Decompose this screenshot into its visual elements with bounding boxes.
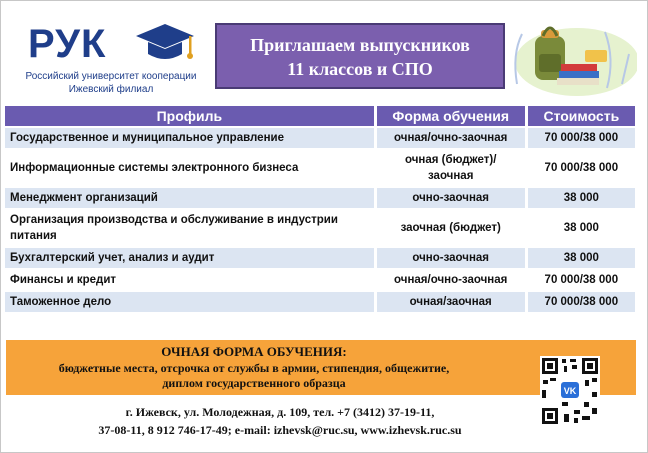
row-cost: 70 000/38 000 — [528, 150, 635, 186]
band-title: ОЧНАЯ ФОРМА ОБУЧЕНИЯ: — [161, 344, 347, 359]
row-form: заочная (бюджет) — [377, 210, 525, 246]
logo — [22, 18, 202, 98]
row-cost: 70 000/38 000 — [528, 128, 635, 148]
backpack-books-illustration — [497, 14, 637, 98]
row-profile: Государственное и муниципальное управление — [5, 128, 374, 148]
row-profile: Менеджмент организаций — [5, 188, 374, 208]
table-row — [5, 150, 635, 186]
row-form: очная/очно-заочная — [377, 270, 525, 290]
row-cost: 70 000/38 000 — [528, 292, 635, 312]
table-row — [5, 292, 635, 312]
row-profile: Бухгалтерский учет, анализ и аудит — [5, 248, 374, 268]
header-profile: Профиль — [5, 106, 374, 126]
logo-university-name: Российский университет кооперации — [25, 71, 197, 82]
row-profile: Организация производства и обслуживание в индустрии питания — [5, 210, 374, 246]
graduation-cap-icon — [134, 22, 196, 68]
row-form: очная (бюджет)/ заочная — [377, 150, 525, 186]
row-cost: 38 000 — [528, 210, 635, 246]
row-form: очно-заочная — [377, 248, 525, 268]
row-cost: 38 000 — [528, 188, 635, 208]
vk-badge-text: VK — [563, 386, 577, 396]
row-form: очная/очно-заочная — [377, 128, 525, 148]
invitation-banner — [215, 23, 505, 89]
row-form: очно-заочная — [377, 188, 525, 208]
table-row — [5, 270, 635, 290]
table-row — [5, 128, 635, 148]
row-profile: Информационные системы электронного бизнеса — [5, 150, 374, 186]
table-row — [5, 188, 635, 208]
row-form: очная/заочная — [377, 292, 525, 312]
banner-line-1: Приглашаем выпускников — [250, 35, 470, 55]
banner-line-2: 11 классов и СПО — [287, 59, 433, 79]
table-header-row — [5, 106, 635, 126]
row-profile: Таможенное дело — [5, 292, 374, 312]
header-cost: Стоимость — [528, 106, 635, 126]
header-form: Форма обучения — [377, 106, 525, 126]
logo-abbr: РУК — [28, 22, 107, 66]
table-row — [5, 210, 635, 246]
table-row — [5, 248, 635, 268]
logo-branch-name: Ижевский филиал — [68, 84, 154, 95]
footer-contacts: 37-08-11, 8 912 746-17-49; e-mail: izhevsk@ruc.su, www.izhevsk.ruc.su — [98, 423, 462, 437]
row-profile: Финансы и кредит — [5, 270, 374, 290]
row-cost: 38 000 — [528, 248, 635, 268]
row-cost: 70 000/38 000 — [528, 270, 635, 290]
band-benefits-line-1: бюджетные места, отсрочка от службы в армии, стипендия, общежитие, — [58, 361, 450, 375]
band-benefits-line-2: диплом государственного образца — [162, 376, 346, 390]
programs-table — [2, 104, 638, 314]
footer-address: г. Ижевск, ул. Молодежная, д. 109, тел. +7 (3412) 37-19-11, — [125, 405, 435, 419]
